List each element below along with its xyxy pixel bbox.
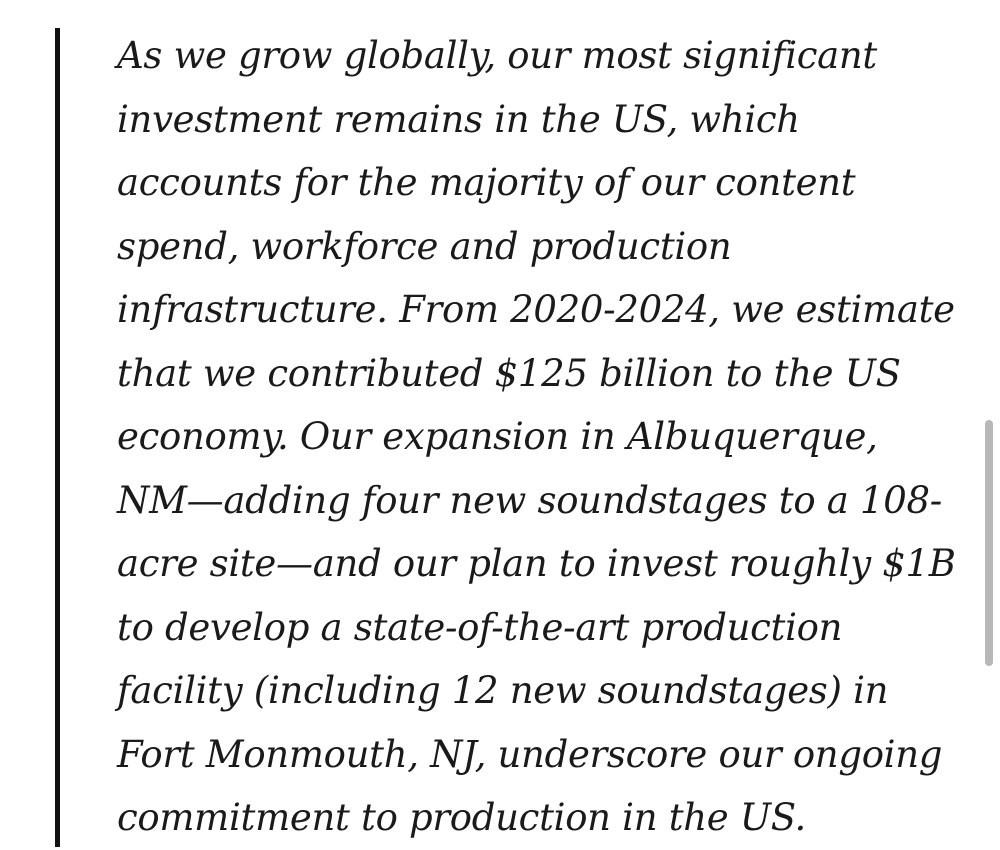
quote-line: commitment to production in the US. — [117, 796, 806, 839]
blockquote-text — [117, 24, 957, 850]
vertical-scrollbar-thumb[interactable] — [985, 420, 993, 666]
quote-line: acre site—and our plan to invest roughly $1B — [117, 542, 956, 585]
quote-line: economy. Our expansion in Albuquerque, — [117, 415, 878, 458]
quote-line: infrastructure. From 2020-2024, we estimate — [117, 288, 955, 331]
quote-line: spend, workforce and production — [117, 224, 732, 268]
quote-line: As we grow globally, our most significant — [117, 34, 878, 77]
quote-line: that we contributed $125 billion to the US — [117, 351, 901, 395]
quote-line: investment remains in the US, which — [117, 97, 800, 141]
blockquote-bar — [55, 28, 60, 847]
quote-line: to develop a state-of-the-art production — [117, 605, 843, 649]
quote-line: NM—adding four new soundstages to a 108- — [117, 478, 942, 522]
quote-line: facility (including 12 new soundstages) in — [117, 669, 889, 712]
quote-line: Fort Monmouth, NJ, underscore our ongoing — [117, 732, 943, 776]
quote-line: accounts for the majority of our content — [117, 161, 856, 204]
